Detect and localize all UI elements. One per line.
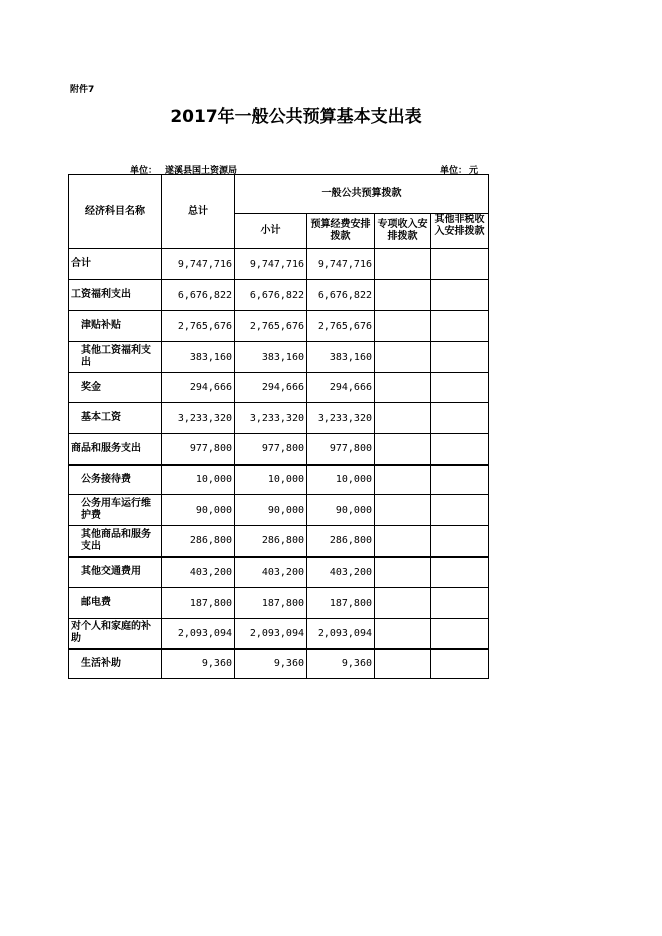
row-subtotal: 187,800 (235, 588, 307, 619)
row-budget-funds: 10,000 (307, 465, 375, 495)
budget-table (68, 174, 489, 679)
row-special-income (375, 619, 431, 649)
header-category: 经济科目名称 (69, 175, 162, 249)
row-category: 工资福利支出 (69, 280, 162, 311)
row-category: 公务用车运行维护费 (69, 495, 162, 526)
header-special-income: 专项收入安排拨款 (375, 214, 431, 249)
row-subtotal: 383,160 (235, 342, 307, 373)
row-other-nontax (431, 373, 489, 403)
row-budget-funds: 294,666 (307, 373, 375, 403)
row-budget-funds: 3,233,320 (307, 403, 375, 434)
row-category: 生活补助 (69, 649, 162, 679)
row-total: 977,800 (162, 434, 235, 465)
header-budget-funds: 预算经费安排拨款 (307, 214, 375, 249)
row-subtotal: 286,800 (235, 526, 307, 557)
row-subtotal: 9,360 (235, 649, 307, 679)
row-category: 邮电费 (69, 588, 162, 619)
row-budget-funds: 2,765,676 (307, 311, 375, 342)
table-row (69, 588, 489, 619)
header-other-nontax (431, 214, 489, 249)
row-special-income (375, 526, 431, 557)
row-special-income (375, 280, 431, 311)
row-special-income (375, 249, 431, 280)
row-other-nontax (431, 249, 489, 280)
table-row (69, 434, 489, 465)
row-budget-funds: 286,800 (307, 526, 375, 557)
row-total: 383,160 (162, 342, 235, 373)
row-total: 187,800 (162, 588, 235, 619)
title-text: 2017年一般公共预算基本支出表 (170, 107, 422, 127)
header-other-nontax-text: 其他非税收入安排拨款 (434, 214, 485, 237)
page-title (0, 102, 662, 127)
table-row (69, 557, 489, 588)
row-category: 津贴补贴 (69, 311, 162, 342)
row-category: 基本工资 (69, 403, 162, 434)
row-total: 90,000 (162, 495, 235, 526)
row-special-income (375, 311, 431, 342)
row-other-nontax (431, 465, 489, 495)
header-subtotal: 小计 (235, 214, 307, 249)
row-total: 403,200 (162, 557, 235, 588)
row-special-income (375, 557, 431, 588)
row-total: 2,093,094 (162, 619, 235, 649)
row-subtotal: 2,765,676 (235, 311, 307, 342)
row-other-nontax (431, 649, 489, 679)
row-special-income (375, 495, 431, 526)
row-other-nontax (431, 495, 489, 526)
row-subtotal: 6,676,822 (235, 280, 307, 311)
table-row (69, 373, 489, 403)
row-total: 10,000 (162, 465, 235, 495)
row-special-income (375, 434, 431, 465)
table-row (69, 403, 489, 434)
table-row (69, 342, 489, 373)
row-category: 公务接待费 (69, 465, 162, 495)
table-row (69, 649, 489, 679)
row-subtotal: 2,093,094 (235, 619, 307, 649)
row-other-nontax (431, 342, 489, 373)
row-subtotal: 977,800 (235, 434, 307, 465)
row-total: 9,747,716 (162, 249, 235, 280)
row-budget-funds: 2,093,094 (307, 619, 375, 649)
row-other-nontax (431, 526, 489, 557)
row-special-income (375, 588, 431, 619)
row-total: 6,676,822 (162, 280, 235, 311)
row-total: 294,666 (162, 373, 235, 403)
table-row (69, 280, 489, 311)
row-category: 其他商品和服务支出 (69, 526, 162, 557)
row-total: 9,360 (162, 649, 235, 679)
header-row-1 (69, 175, 489, 214)
row-budget-funds: 187,800 (307, 588, 375, 619)
row-total: 2,765,676 (162, 311, 235, 342)
table-row (69, 311, 489, 342)
table-row (69, 495, 489, 526)
row-category: 其他交通费用 (69, 557, 162, 588)
row-subtotal: 9,747,716 (235, 249, 307, 280)
row-special-income (375, 465, 431, 495)
row-other-nontax (431, 280, 489, 311)
table-row (69, 526, 489, 557)
row-total: 3,233,320 (162, 403, 235, 434)
row-other-nontax (431, 588, 489, 619)
row-subtotal: 403,200 (235, 557, 307, 588)
row-subtotal: 294,666 (235, 373, 307, 403)
row-category: 合计 (69, 249, 162, 280)
row-budget-funds: 383,160 (307, 342, 375, 373)
table-row (69, 249, 489, 280)
row-special-income (375, 649, 431, 679)
row-special-income (375, 373, 431, 403)
row-budget-funds: 9,747,716 (307, 249, 375, 280)
unit-right-value: 元 (469, 166, 479, 176)
row-other-nontax (431, 311, 489, 342)
unit-left-label: 单位： (130, 166, 158, 176)
row-other-nontax (431, 434, 489, 465)
unit-left-value: 遂溪县国土资源局 (165, 166, 238, 176)
header-general-budget: 一般公共预算拨款 (235, 175, 489, 214)
row-subtotal: 10,000 (235, 465, 307, 495)
row-special-income (375, 403, 431, 434)
row-budget-funds: 403,200 (307, 557, 375, 588)
row-category: 对个人和家庭的补助 (69, 619, 162, 649)
row-category: 其他工资福利支出 (69, 342, 162, 373)
row-subtotal: 3,233,320 (235, 403, 307, 434)
table-row (69, 619, 489, 649)
row-budget-funds: 6,676,822 (307, 280, 375, 311)
row-budget-funds: 977,800 (307, 434, 375, 465)
row-budget-funds: 90,000 (307, 495, 375, 526)
attachment-label: 附件7 (70, 85, 95, 95)
row-subtotal: 90,000 (235, 495, 307, 526)
row-budget-funds: 9,360 (307, 649, 375, 679)
unit-right-label: 单位： (440, 166, 468, 176)
row-special-income (375, 342, 431, 373)
row-total: 286,800 (162, 526, 235, 557)
row-other-nontax (431, 557, 489, 588)
row-other-nontax (431, 619, 489, 649)
row-other-nontax (431, 403, 489, 434)
table-row (69, 465, 489, 495)
row-category: 商品和服务支出 (69, 434, 162, 465)
row-category: 奖金 (69, 373, 162, 403)
header-total: 总计 (162, 175, 235, 249)
